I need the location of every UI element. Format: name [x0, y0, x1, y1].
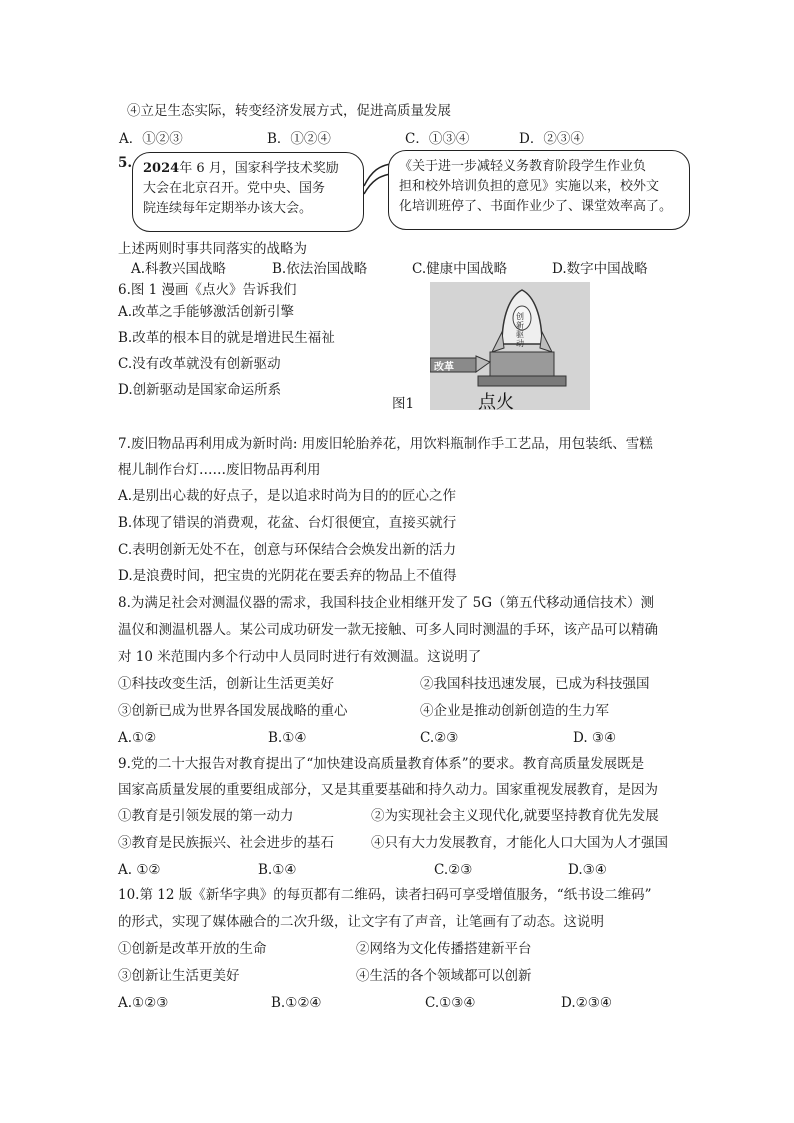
q5-left-year: 2024: [143, 161, 180, 176]
q5-left-line-3: 院连续每年定期举办该大会。: [143, 201, 313, 216]
q5-news-bubble-left: [132, 152, 364, 232]
q10-option-c: C.①③④: [425, 995, 476, 1011]
q6-option-b: B.改革的根本目的就是增进民生福祉: [118, 330, 335, 346]
q9-statement-1: ①教育是引领发展的第一动力: [118, 808, 294, 824]
q9-option-b: B.①④: [258, 862, 297, 878]
q6-option-a: A.改革之手能够激活创新引擎: [118, 304, 295, 320]
q10-option-a: A.①②③: [118, 995, 169, 1011]
q4-option-c: C．①③④: [405, 131, 470, 147]
q4-option-b: B．①②④: [267, 131, 331, 147]
q4-option-d: D．②③④: [519, 131, 584, 147]
q6-option-d: D.创新驱动是国家命运所系: [118, 382, 282, 398]
figure-1-label: 图1: [392, 396, 415, 412]
q7-option-c: C.表明创新无处不在，创意与环保结合会焕发出新的活力: [118, 542, 457, 558]
cartoon-rocket-text: 创新驱动: [516, 312, 524, 348]
q8-option-d: D. ③④: [573, 730, 617, 746]
q7-option-d: D.是浪费时间，把宝贵的光阴花在要丢弃的物品上不值得: [118, 568, 457, 584]
q9-statement-4: ④只有大力发展教育，才能化人口大国为人才强国: [371, 835, 668, 851]
q10-statement-4: ④生活的各个领域都可以创新: [356, 968, 532, 984]
q5-option-d: D.数字中国战略: [552, 261, 648, 277]
cartoon-caption: 点火: [478, 392, 514, 410]
q7-option-a: A.是别出心裁的好点子，是以追求时尚为目的的匠心之作: [118, 488, 457, 504]
q4-statement-4: ④立足生态实际，转变经济发展方式，促进高质量发展: [127, 103, 451, 119]
q10-option-d: D.②③④: [561, 995, 612, 1011]
q5-right-line-3: 化培训班停了、书面作业少了、课堂效率高了。: [399, 199, 673, 214]
q8-statement-2: ②我国科技迅速发展，已成为科技强国: [420, 676, 650, 692]
q6-stem: 6.图 1 漫画《点火》告诉我们: [118, 282, 297, 298]
q10-statement-1: ①创新是改革开放的生命: [118, 941, 267, 957]
q5-option-a: A.科教兴国战略: [131, 261, 227, 277]
q9-stem-line-2: 国家高质量发展的重要组成部分，又是其重要基础和持久动力。国家重视发展教育，是因为: [118, 782, 658, 798]
q8-statement-3: ③创新已成为世界各国发展战略的重心: [118, 703, 348, 719]
q8-stem-line-3: 对 10 米范围内多个行动中人员同时进行有效测温。这说明了: [118, 649, 482, 665]
q5-number: 5.: [118, 155, 133, 171]
cartoon-ignition-figure: [430, 282, 590, 410]
q5-option-c: C.健康中国战略: [412, 261, 508, 277]
q4-option-a: A．①②③: [119, 131, 183, 147]
q10-statement-3: ③创新让生活更美好: [118, 968, 240, 984]
q10-option-b: B.①②④: [271, 995, 322, 1011]
q9-option-c: C.②③: [434, 862, 473, 878]
q8-statement-4: ④企业是推动创新创造的生力军: [420, 703, 609, 719]
q6-option-c: C.没有改革就没有创新驱动: [118, 356, 281, 372]
cartoon-hand-text: 改革: [434, 362, 454, 373]
q8-stem-line-1: 8.为满足社会对测温仪器的需求，我国科技企业相继开发了 5G（第五代移动通信技术）测: [118, 595, 655, 611]
q7-option-b: B.体现了错误的消费观，花盆、台灯很便宜，直接买就行: [118, 515, 457, 531]
q5-right-line-1: 《关于进一步减轻义务教育阶段学生作业负: [399, 159, 647, 174]
q10-stem-line-1: 10.第 12 版《新华字典》的每页都有二维码，读者扫码可享受增值服务，“纸书设二维码”: [118, 887, 652, 903]
q5-right-line-2: 担和校外培训负担的意见》实施以来，校外文: [399, 179, 660, 194]
q8-stem-line-2: 温仪和测温机器人。某公司成功研发一款无接触、可多人同时测温的手环，该产品可以精确: [118, 622, 658, 638]
q7-stem-line-2: 棍儿制作台灯……废旧物品再利用: [118, 462, 321, 478]
q9-statement-3: ③教育是民族振兴、社会进步的基石: [118, 835, 334, 851]
q8-option-c: C.②③: [420, 730, 459, 746]
q9-option-d: D.③④: [568, 862, 607, 878]
q9-stem-line-1: 9.党的二十大报告对教育提出了“加快建设高质量教育体系”的要求。教育高质量发展既是: [118, 756, 645, 772]
q5-stem: 上述两则时事共同落实的战略为: [118, 241, 307, 257]
q7-stem-line-1: 7.废旧物品再利用成为新时尚: 用废旧轮胎养花，用饮料瓶制作手工艺品，用包装纸、雪糕: [118, 436, 653, 452]
q5-left-line-1: 年 6 月，国家科学技术奖励: [179, 161, 339, 176]
q10-stem-line-2: 的形式，实现了媒体融合的二次升级，让文字有了声音，让笔画有了动态。这说明: [118, 914, 604, 930]
q8-option-b: B.①④: [268, 730, 307, 746]
q8-option-a: A.①②: [118, 730, 157, 746]
q9-option-a: A. ①②: [118, 862, 161, 878]
q5-left-line-2: 大会在北京召开。党中央、国务: [143, 181, 326, 196]
q9-statement-2: ②为实现社会主义现代化,就要坚持教育优先发展: [371, 808, 659, 824]
q5-news-bubble-right: [388, 150, 690, 230]
q10-statement-2: ②网络为文化传播搭建新平台: [356, 941, 532, 957]
q5-option-b: B.依法治国战略: [272, 261, 368, 277]
q8-statement-1: ①科技改变生活，创新让生活更美好: [118, 676, 334, 692]
